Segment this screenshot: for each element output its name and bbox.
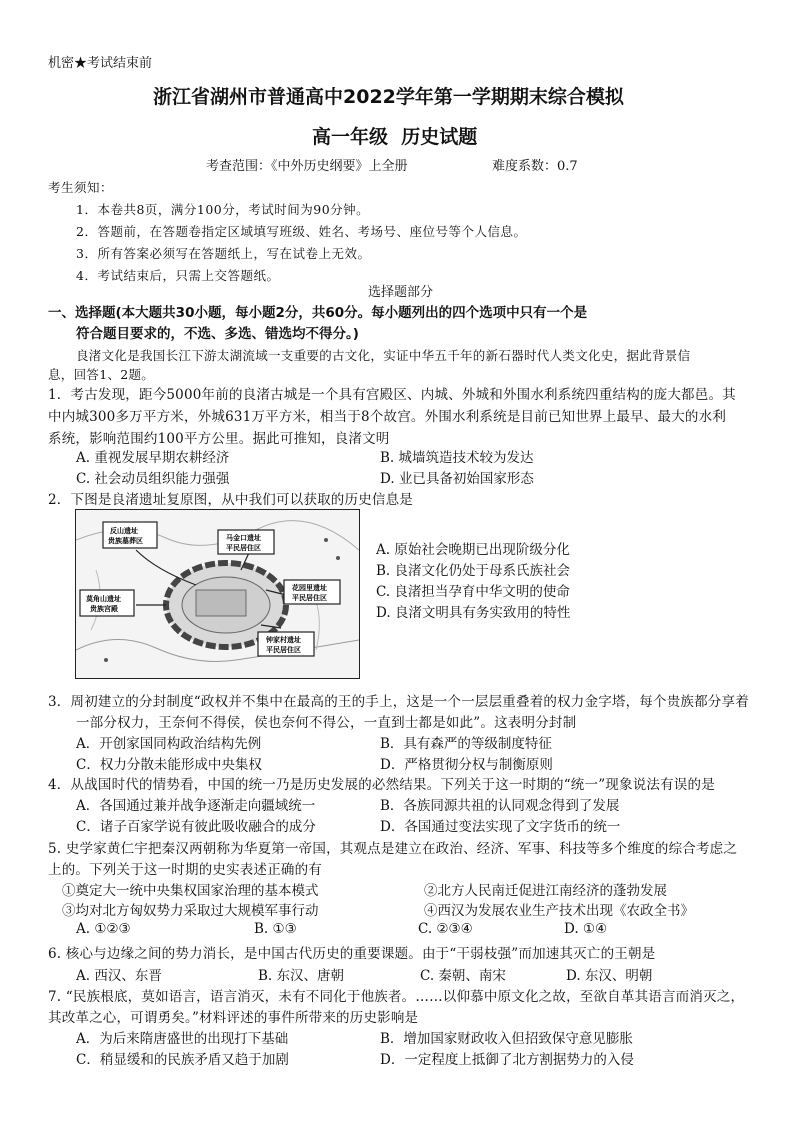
question-text: 2．下图是良渚遗址复原图，从中我们可以获取的历史信息是: [48, 492, 413, 508]
option-d: D．一定程度上抵御了北方割据势力的入侵: [380, 1052, 634, 1068]
option-a: A. 原始社会晚期已出现阶级分化: [376, 542, 570, 558]
question-text: 7. “民族根底，莫如语言，语言消灭，未有不同化于他族者。……以仰慕中原文化之故，至欲自革其语言而消灭之，: [48, 989, 745, 1005]
exam-scope: 考查范围：《中外历史纲要》上全册: [206, 159, 408, 174]
notice-item: 2．答题前，在答题卷指定区域填写班级、姓名、考场号、座位号等个人信息。: [76, 224, 527, 239]
question-text: 一部分权力，王奈何不得侯，侯也奈何不得公，一直到士都是如此”。这表明分封制: [76, 715, 577, 731]
statement-item: ③均对北方匈奴势力采取过大规模军事行动: [62, 903, 319, 919]
question-text: 中内城300多万平方米，外城631万平方米，相当于8个故宫。外围水利系统是目前已知世界上最早、最大的水利: [48, 409, 727, 425]
option-c: C．诸子百家学说有彼此吸收融合的成分: [76, 819, 316, 835]
section-part: 选择题部分: [368, 285, 434, 300]
option-d: D. 良渚文明具有务实致用的特性: [376, 605, 571, 621]
map-label: 钟家村遗址: [266, 636, 301, 644]
notice-item: 1．本卷共8页，满分100分，考试时间为90分钟。: [76, 202, 370, 217]
question-text: 系统，影响范围约100平方公里。据此可推知，良渚文明: [48, 431, 390, 447]
difficulty: 难度系数：0.7: [492, 159, 578, 174]
option-c: C. 社会动员组织能力强强: [76, 471, 230, 487]
map-label: 平民居住区: [266, 646, 301, 654]
intro-text: 良渚文化是我国长江下游太湖流域一支重要的古文化，实证中华五千年的新石器时代人类文化史，据此背景信: [76, 348, 691, 363]
liangzhu-site-map: [75, 509, 360, 679]
secret-label: 机密★考试结束前: [48, 56, 153, 71]
question-text: 6. 核心与边缘之间的势力消长，是中国古代历史的重要课题。由于“干弱枝强”而加速其灭亡的王朝是: [48, 946, 656, 962]
option-b: B. ①③: [254, 921, 297, 937]
option-b: B．增加国家财政收入但招致保守意见膨胀: [380, 1031, 633, 1047]
notice-item: 3．所有答案必须写在答题纸上，写在试卷上无效。: [76, 246, 371, 261]
option-a: A．为后来隋唐盛世的出现打下基础: [76, 1031, 289, 1047]
notice-heading: 考生须知：: [48, 180, 114, 195]
statement-item: ④西汉为发展农业生产技术出现《农政全书》: [424, 903, 694, 919]
question-text: 3．周初建立的分封制度“政权并不集中在最高的王的手上，这是一个一层层重叠着的权力金字塔，每个贵族都分享着: [48, 694, 749, 710]
section-instruction: 符合题目要求的，不选、多选、错选均不得分。): [76, 326, 359, 342]
map-label: 莫角山遗址: [86, 595, 121, 603]
map-label: 花园里遗址: [292, 584, 327, 592]
question-text: 1．考古发现，距今5000年前的良渚古城是一个具有宫殿区、内城、外城和外围水利系统四重结构的庞大都邑。其: [48, 387, 736, 403]
option-b: B．具有森严的等级制度特征: [380, 736, 552, 752]
statement-item: ①奠定大一统中央集权国家治理的基本模式: [62, 883, 319, 899]
option-c: C. ②③④: [418, 921, 473, 937]
section-instruction: 一、选择题(本大题共30小题，每小题2分，共60分。每小题列出的四个选项中只有一个是: [48, 305, 588, 321]
question-text: 其改革之心，可谓勇矣。”材料评述的事件所带来的历史影响是: [48, 1010, 419, 1026]
map-label: 反山遗址: [110, 527, 138, 535]
option-d: D. 业已具备初始国家形态: [380, 471, 534, 487]
question-text: 上的。下列关于这一时期的史实表述正确的有: [48, 862, 322, 878]
map-label: 马金口遗址: [226, 534, 261, 542]
statement-item: ②北方人民南迁促进江南经济的蓬勃发展: [424, 883, 667, 899]
option-b: B. 东汉、唐朝: [258, 968, 345, 984]
option-b: B. 良渚文化仍处于母系氏族社会: [376, 563, 571, 579]
option-c: C. 秦朝、南宋: [420, 968, 506, 984]
option-a: A. 重视发展早期农耕经济: [76, 450, 230, 466]
map-label: 平民居住区: [226, 544, 261, 552]
map-label: 贵族宫殿: [90, 605, 118, 613]
option-a: A．开创家国同构政治结构先例: [76, 736, 262, 752]
intro-text: 息，回答1、2题。: [48, 367, 155, 382]
option-d: D．严格贯彻分权与制衡原则: [380, 757, 553, 773]
question-text: 4．从战国时代的情势看，中国的统一乃是历史发展的必然结果。下列关于这一时期的“统一”现象说法有误的是: [48, 777, 715, 793]
notice-item: 4．考试结束后，只需上交答题纸。: [76, 268, 280, 283]
exam-title: 浙江省湖州市普通高中2022学年第一学期期末综合模拟: [153, 86, 624, 108]
option-d: D．各国通过变法实现了文字货币的统一: [380, 819, 621, 835]
option-c: C．稍显缓和的民族矛盾又趋于加剧: [76, 1052, 289, 1068]
option-a: A．各国通过兼并战争逐渐走向疆域统一: [76, 798, 316, 814]
option-a: A. 西汉、东晋: [76, 968, 162, 984]
option-b: B. 城墙筑造技术较为发达: [380, 450, 534, 466]
question-text: 5. 史学家黄仁宇把秦汉两朝称为华夏第一帝国，其观点是建立在政治、经济、军事、科技等多个维度的综合考虑之: [48, 841, 738, 857]
option-d: D. ①④: [564, 921, 608, 937]
option-d: D. 东汉、明朝: [566, 968, 653, 984]
exam-subtitle: 高一年级 历史试题: [312, 126, 478, 148]
map-label: 平民居住区: [292, 594, 327, 602]
map-label: 贵族墓葬区: [108, 537, 143, 545]
option-a: A. ①②③: [76, 921, 131, 937]
option-c: C．权力分散未能形成中央集权: [76, 757, 262, 773]
option-b: B．各族同源共祖的认同观念得到了发展: [380, 798, 620, 814]
option-c: C. 良渚担当孕育中华文明的使命: [376, 584, 570, 600]
